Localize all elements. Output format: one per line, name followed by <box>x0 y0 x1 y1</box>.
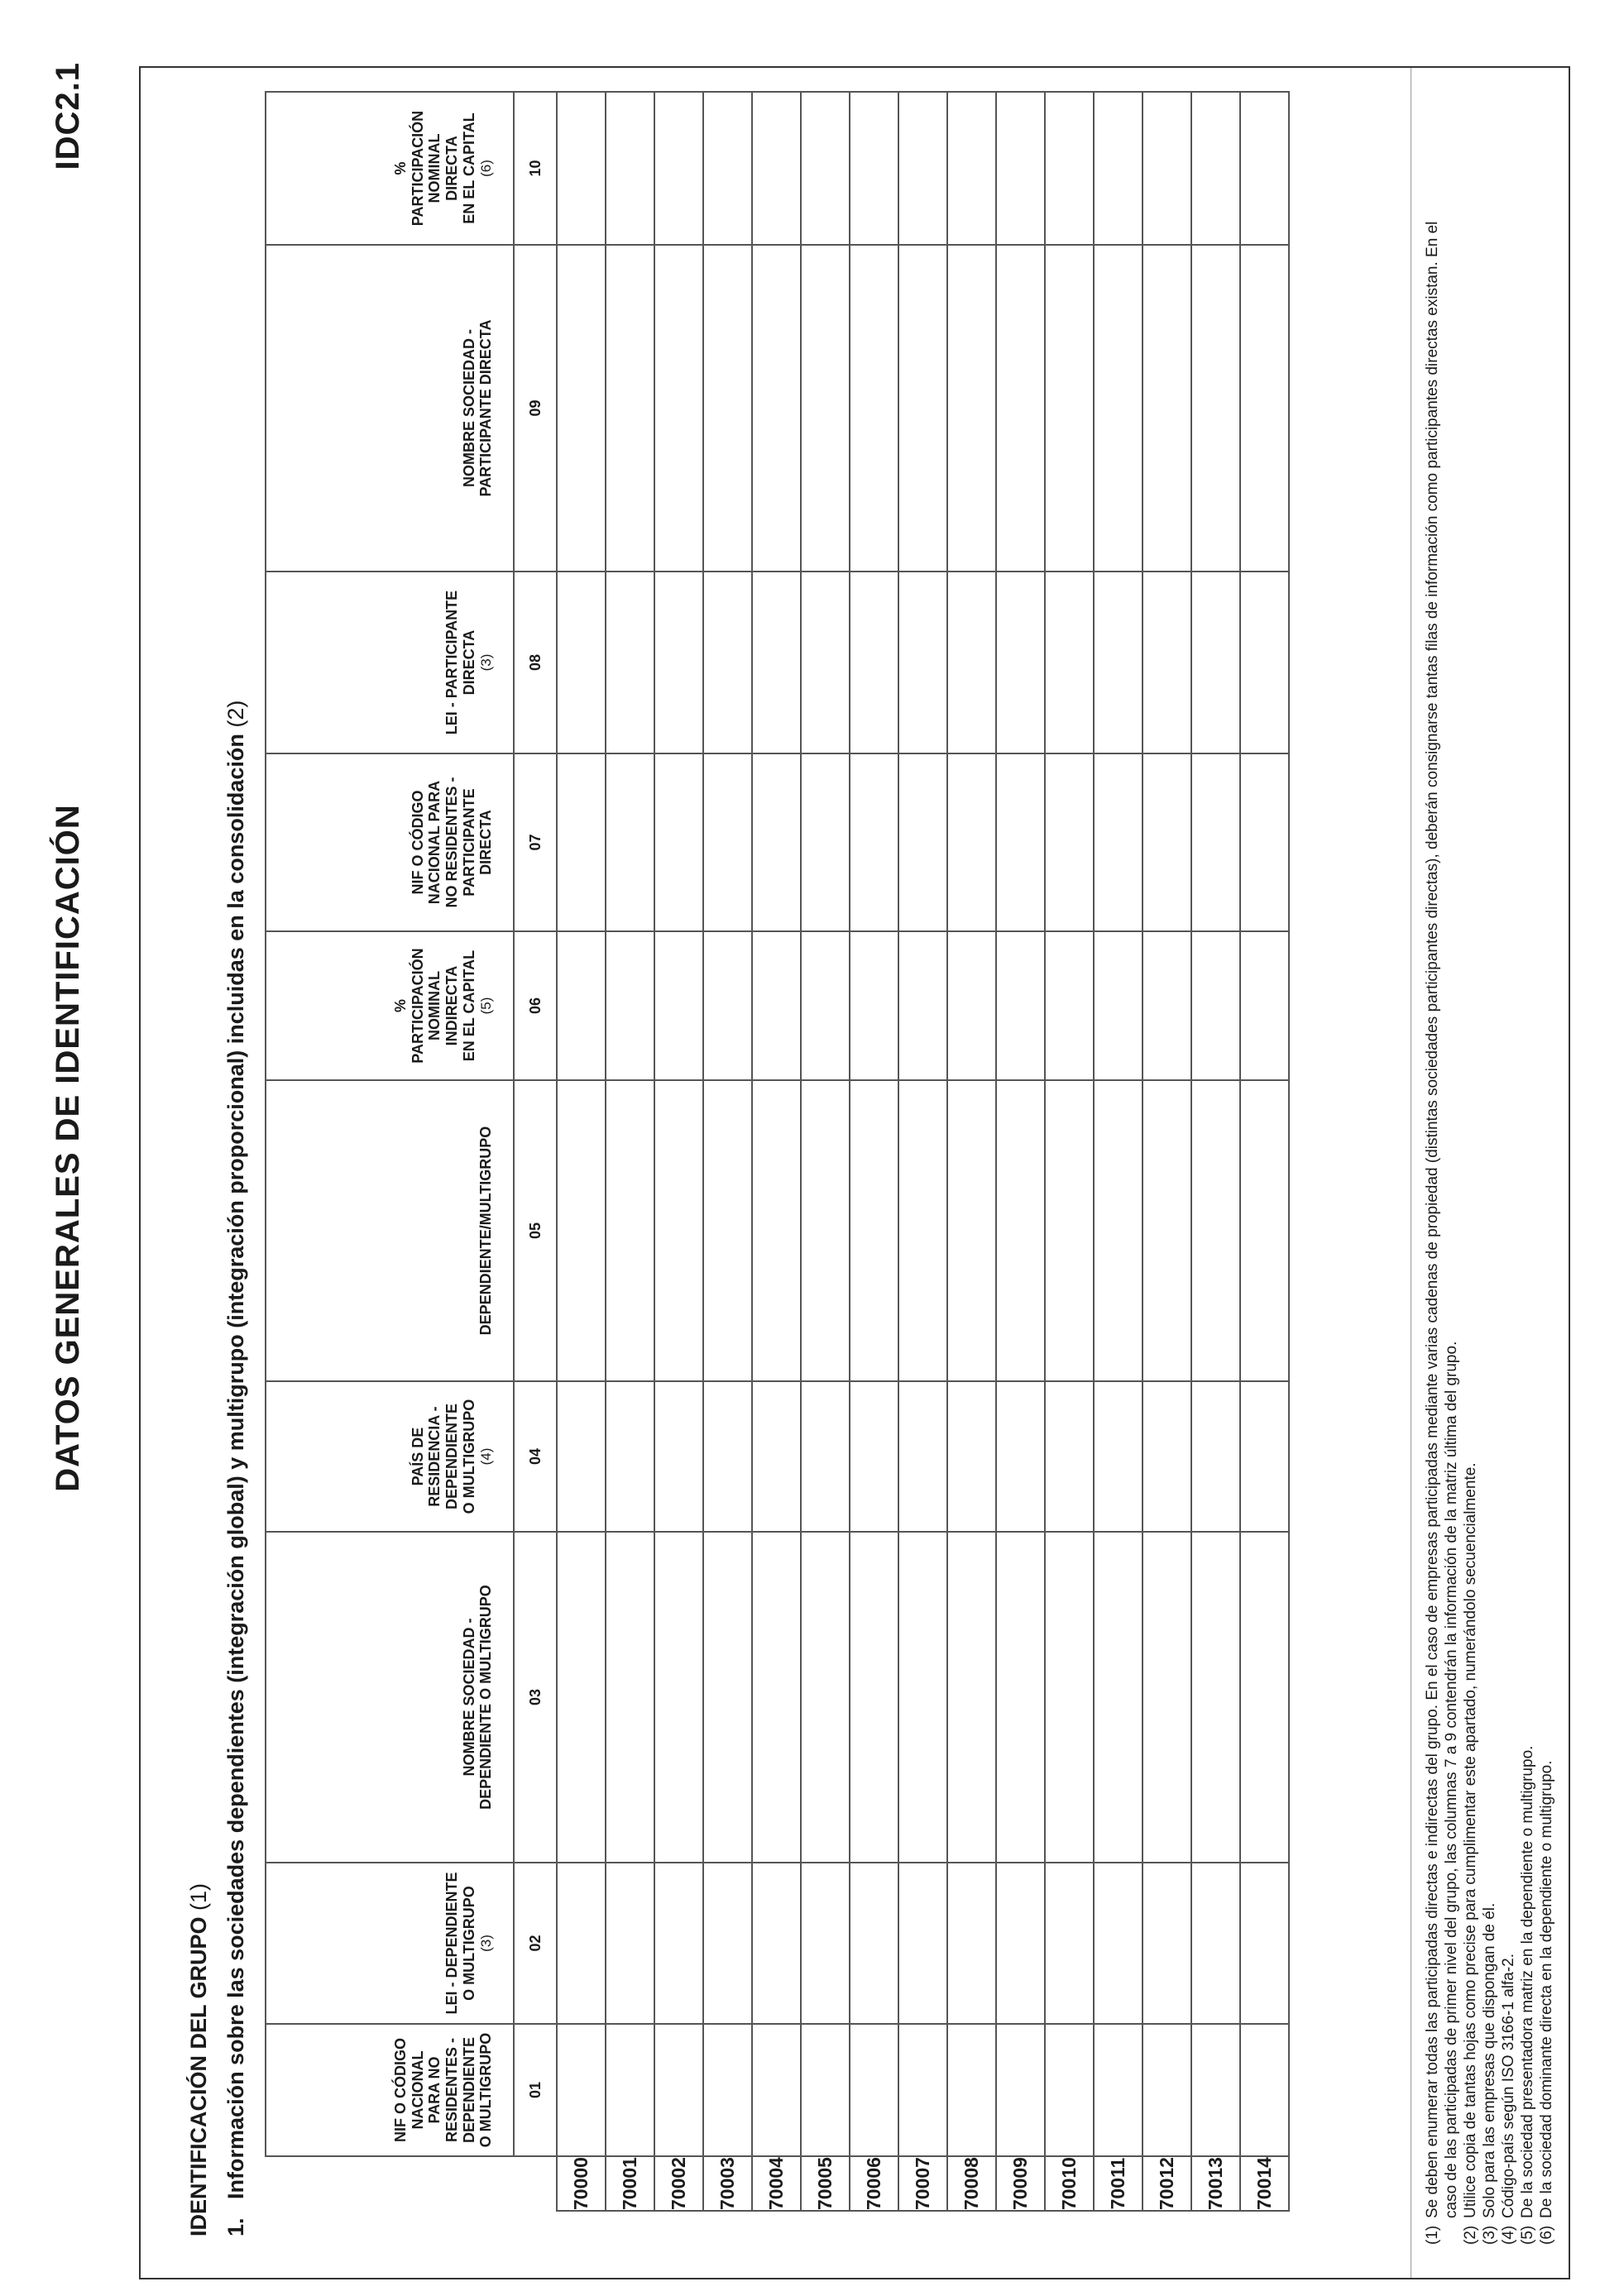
entry-cell[interactable] <box>703 1381 752 1532</box>
column-header-line: NOMINAL <box>426 133 443 203</box>
entry-cell[interactable] <box>1094 245 1143 572</box>
column-number: 05 <box>514 1080 557 1381</box>
column-header-line: NIF O CÓDIGO <box>409 790 426 895</box>
table-row <box>1045 92 1094 2211</box>
footnote-number: (2) <box>1462 2225 1479 2245</box>
footnote-line: Código-país según ISO 3166-1 alfa-2. <box>1500 1953 1517 2218</box>
entry-cell[interactable] <box>1240 1080 1289 1381</box>
entry-cell[interactable] <box>654 1080 703 1381</box>
entry-cell[interactable] <box>703 753 752 931</box>
column-header-note: (4) <box>478 1447 495 1466</box>
column-header <box>266 572 514 753</box>
entry-cell[interactable] <box>557 1080 606 1381</box>
entry-cell[interactable] <box>898 1863 947 2024</box>
entry-cell[interactable] <box>654 572 703 753</box>
column-header-line: O MULTIGRUPO <box>460 1886 477 2001</box>
entry-cell[interactable] <box>996 1532 1045 1863</box>
entry-cell[interactable] <box>1045 572 1094 753</box>
column-header <box>266 1863 514 2024</box>
column-number: 07 <box>514 753 557 931</box>
entry-cell[interactable] <box>557 245 606 572</box>
form-code: IDC2.1 <box>50 62 86 170</box>
column-header-note: (3) <box>478 653 495 672</box>
section-title <box>186 1883 212 2236</box>
entry-cell[interactable] <box>898 753 947 931</box>
column-number-row <box>514 92 557 2211</box>
footnote-line: Se deben enumerar todas las participadas directas e indirectas del grupo. En el caso de empresas participadas mediante varias cadenas de propiedad (distintas sociedades participantes directas), deberán consignarse tantas filas de información como participantes directas existan. En el <box>1424 221 1441 2218</box>
entry-cell[interactable] <box>654 1863 703 2024</box>
subsidiaries-table <box>265 91 1290 2212</box>
entry-cell[interactable] <box>1094 931 1143 1080</box>
column-header-line: PARTICIPANTE <box>460 788 477 897</box>
entry-cell[interactable] <box>654 92 703 245</box>
entry-cell[interactable] <box>1191 753 1240 931</box>
column-header-line: LEI - DEPENDIENTE <box>443 1872 460 2015</box>
entry-cell[interactable] <box>752 1381 801 1532</box>
column-header-note: (6) <box>478 160 495 177</box>
entry-cell[interactable] <box>654 2024 703 2156</box>
entry-cell[interactable] <box>898 1381 947 1532</box>
entry-cell[interactable] <box>947 2024 996 2156</box>
table-row <box>752 92 801 2211</box>
entry-cell[interactable] <box>606 572 654 753</box>
row-code: 70011 <box>1094 2156 1143 2211</box>
entry-cell[interactable] <box>752 931 801 1080</box>
entry-cell[interactable] <box>1045 753 1094 931</box>
entry-cell[interactable] <box>654 931 703 1080</box>
entry-cell[interactable] <box>996 245 1045 572</box>
footnote <box>1518 111 1537 2245</box>
table-header-row <box>266 92 514 2211</box>
entry-cell[interactable] <box>1045 92 1094 245</box>
entry-cell[interactable] <box>947 245 996 572</box>
entry-cell[interactable] <box>1191 931 1240 1080</box>
subsection-title-note: (2) <box>223 700 248 728</box>
entry-cell[interactable] <box>752 753 801 931</box>
entry-cell[interactable] <box>850 931 898 1080</box>
entry-cell[interactable] <box>1094 572 1143 753</box>
column-header-line: RESIDENTES - <box>443 2038 460 2143</box>
entry-cell[interactable] <box>1191 92 1240 245</box>
column-header-note: (3) <box>478 1935 495 1952</box>
column-header-line: INDIRECTA <box>443 965 460 1046</box>
entry-cell[interactable] <box>1094 1532 1143 1863</box>
entry-cell[interactable] <box>752 1863 801 2024</box>
entry-cell[interactable] <box>703 572 752 753</box>
entry-cell[interactable] <box>703 1863 752 2024</box>
entry-cell[interactable] <box>703 931 752 1080</box>
entry-cell[interactable] <box>654 245 703 572</box>
row-code: 70000 <box>557 2156 606 2211</box>
entry-cell[interactable] <box>1143 245 1191 572</box>
form-frame <box>139 66 1570 2279</box>
subsection-title <box>223 701 249 2236</box>
entry-cell[interactable] <box>1240 92 1289 245</box>
column-header-line: O MULTIGRUPO <box>477 2032 495 2148</box>
entry-cell[interactable] <box>801 2024 850 2156</box>
table-row <box>996 92 1045 2211</box>
entry-cell[interactable] <box>801 753 850 931</box>
footnote-number: (3) <box>1481 2225 1498 2245</box>
row-code: 70002 <box>654 2156 703 2211</box>
column-header-line: EN EL CAPITAL <box>460 112 477 224</box>
entry-cell[interactable] <box>947 931 996 1080</box>
entry-cell[interactable] <box>898 931 947 1080</box>
row-code: 70006 <box>850 2156 898 2211</box>
entry-cell[interactable] <box>752 572 801 753</box>
column-number: 04 <box>514 1381 557 1532</box>
column-header <box>266 2024 514 2156</box>
column-header-note: (5) <box>478 997 495 1015</box>
entry-cell[interactable] <box>557 572 606 753</box>
entry-cell[interactable] <box>606 2024 654 2156</box>
footnotes <box>1423 111 1556 2245</box>
row-code: 70004 <box>752 2156 801 2211</box>
entry-cell[interactable] <box>1191 2024 1240 2156</box>
entry-cell[interactable] <box>1240 245 1289 572</box>
column-header-line: NACIONAL <box>409 2050 426 2130</box>
column-header-line: % <box>391 161 409 175</box>
footnote-text <box>1480 111 1499 2218</box>
column-header-line: EN EL CAPITAL <box>460 949 477 1062</box>
column-header-line: PARTICIPANTE DIRECTA <box>477 319 495 497</box>
column-header-line: NACIONAL PARA <box>426 780 443 905</box>
entry-cell[interactable] <box>1094 2024 1143 2156</box>
entry-cell[interactable] <box>898 92 947 245</box>
entry-cell[interactable] <box>801 1532 850 1863</box>
entry-cell[interactable] <box>850 2024 898 2156</box>
entry-cell[interactable] <box>850 245 898 572</box>
footnote-number: (5) <box>1519 2225 1536 2245</box>
column-header-line: DEPENDIENTE/MULTIGRUPO <box>477 1126 495 1336</box>
footnote <box>1499 111 1518 2245</box>
entry-cell[interactable] <box>850 572 898 753</box>
row-code: 70009 <box>996 2156 1045 2211</box>
row-code: 70007 <box>898 2156 947 2211</box>
footnote-line: De la sociedad presentadora matriz en la dependiente o multigrupo. <box>1519 1745 1536 2218</box>
footnote-line: caso de las participadas de primer nivel del grupo, las columnas 7 a 9 contendrán la información de la matriz última del grupo. <box>1443 1341 1460 2218</box>
entry-cell[interactable] <box>557 1863 606 2024</box>
column-header-line: NIF O CÓDIGO <box>391 2038 409 2143</box>
row-code: 70008 <box>947 2156 996 2211</box>
column-header-line: % <box>391 999 409 1013</box>
entry-cell[interactable] <box>1240 1863 1289 2024</box>
entry-cell[interactable] <box>557 2024 606 2156</box>
entry-cell[interactable] <box>1045 245 1094 572</box>
entry-cell[interactable] <box>606 931 654 1080</box>
table-row <box>557 92 606 2211</box>
entry-cell[interactable] <box>654 753 703 931</box>
row-code: 70012 <box>1143 2156 1191 2211</box>
entry-cell[interactable] <box>898 572 947 753</box>
footnote-number: (6) <box>1538 2225 1555 2245</box>
column-header <box>266 1381 514 1532</box>
column-header-line: NOMBRE SOCIEDAD - <box>460 329 477 488</box>
entry-cell[interactable] <box>1240 572 1289 753</box>
entry-cell[interactable] <box>996 753 1045 931</box>
entry-cell[interactable] <box>947 572 996 753</box>
entry-cell[interactable] <box>1240 931 1289 1080</box>
entry-cell[interactable] <box>1094 1863 1143 2024</box>
entry-cell[interactable] <box>752 1532 801 1863</box>
entry-cell[interactable] <box>703 92 752 245</box>
subsection-number: 1. <box>223 2217 248 2236</box>
entry-cell[interactable] <box>947 1080 996 1381</box>
entry-cell[interactable] <box>996 931 1045 1080</box>
column-header-line: PARA NO <box>426 2056 443 2124</box>
row-code: 70014 <box>1240 2156 1289 2211</box>
table-row <box>654 92 703 2211</box>
footnote-text <box>1537 111 1556 2218</box>
column-number: 09 <box>514 245 557 572</box>
entry-cell[interactable] <box>850 1080 898 1381</box>
column-number: 02 <box>514 1863 557 2024</box>
footnote-number: (1) <box>1424 2225 1441 2245</box>
table-row <box>801 92 850 2211</box>
entry-cell[interactable] <box>801 931 850 1080</box>
column-header-line: PARTICIPACIÓN <box>409 948 426 1064</box>
column-header-line: DEPENDIENTE O MULTIGRUPO <box>477 1585 495 1810</box>
column-header-line: LEI - PARTICIPANTE <box>443 590 460 735</box>
footnote-text <box>1423 111 1461 2218</box>
entry-cell[interactable] <box>1045 1080 1094 1381</box>
entry-cell[interactable] <box>1094 1381 1143 1532</box>
footnote-line: Solo para las empresas que dispongan de él. <box>1481 1902 1498 2218</box>
entry-cell[interactable] <box>752 92 801 245</box>
entry-cell[interactable] <box>752 1080 801 1381</box>
footnote-line: De la sociedad dominante directa en la dependiente o multigrupo. <box>1538 1760 1555 2218</box>
entry-cell[interactable] <box>1191 1532 1240 1863</box>
entry-cell[interactable] <box>703 1080 752 1381</box>
entry-cell[interactable] <box>1094 1080 1143 1381</box>
entry-cell[interactable] <box>1191 245 1240 572</box>
entry-cell[interactable] <box>898 1080 947 1381</box>
section-title-note: (1) <box>186 1882 211 1911</box>
table-row <box>606 92 654 2211</box>
entry-cell[interactable] <box>1094 753 1143 931</box>
entry-cell[interactable] <box>1191 1080 1240 1381</box>
entry-cell[interactable] <box>703 245 752 572</box>
footnote <box>1480 111 1499 2245</box>
entry-cell[interactable] <box>606 1381 654 1532</box>
entry-cell[interactable] <box>1143 572 1191 753</box>
entry-cell[interactable] <box>1143 1532 1191 1863</box>
column-header-line: RESIDENCIA - <box>426 1406 443 1507</box>
row-code: 70001 <box>606 2156 654 2211</box>
entry-cell[interactable] <box>801 572 850 753</box>
entry-cell[interactable] <box>850 1863 898 2024</box>
entry-cell[interactable] <box>996 1381 1045 1532</box>
table-row <box>1191 92 1240 2211</box>
entry-cell[interactable] <box>557 92 606 245</box>
subsection-title-text: Información sobre las sociedades dependientes (integración global) y multigrupo (integración proporcional) incluidas en la consolidación <box>223 734 248 2199</box>
entry-cell[interactable] <box>557 753 606 931</box>
column-number: 06 <box>514 931 557 1080</box>
entry-cell[interactable] <box>996 1080 1045 1381</box>
column-header-line: NOMINAL <box>426 971 443 1041</box>
entry-cell[interactable] <box>947 753 996 931</box>
footnote-text <box>1461 111 1480 2218</box>
table-row <box>1240 92 1289 2211</box>
entry-cell[interactable] <box>801 92 850 245</box>
column-header <box>266 931 514 1080</box>
footnote-text <box>1499 111 1518 2218</box>
column-header-line: PAÍS DE <box>409 1427 426 1486</box>
entry-cell[interactable] <box>1094 92 1143 245</box>
entry-cell[interactable] <box>801 1381 850 1532</box>
entry-cell[interactable] <box>1191 1381 1240 1532</box>
entry-cell[interactable] <box>996 92 1045 245</box>
entry-cell[interactable] <box>1143 1863 1191 2024</box>
footnote-text <box>1518 111 1537 2218</box>
row-code: 70013 <box>1191 2156 1240 2211</box>
entry-cell[interactable] <box>606 1532 654 1863</box>
column-header-line: PARTICIPACIÓN <box>409 110 426 227</box>
table-row <box>703 92 752 2211</box>
column-number: 03 <box>514 1532 557 1863</box>
entry-cell[interactable] <box>703 2024 752 2156</box>
entry-cell[interactable] <box>1240 1381 1289 1532</box>
row-code: 70003 <box>703 2156 752 2211</box>
footnote-line: Utilice copia de tantas hojas como precise para cumplimentar este apartado, numerándolo secuencialmente. <box>1462 1462 1479 2218</box>
entry-cell[interactable] <box>1143 1080 1191 1381</box>
column-header-line: DEPENDIENTE <box>460 2037 477 2144</box>
entry-cell[interactable] <box>996 572 1045 753</box>
row-code: 70005 <box>801 2156 850 2211</box>
table-row <box>898 92 947 2211</box>
column-header-line: DIRECTA <box>477 810 495 875</box>
entry-cell[interactable] <box>996 2024 1045 2156</box>
entry-cell[interactable] <box>606 92 654 245</box>
column-header <box>266 245 514 572</box>
entry-cell[interactable] <box>801 1863 850 2024</box>
entry-cell[interactable] <box>801 245 850 572</box>
entry-cell[interactable] <box>654 1532 703 1863</box>
entry-cell[interactable] <box>654 1381 703 1532</box>
entry-cell[interactable] <box>947 1381 996 1532</box>
entry-cell[interactable] <box>850 753 898 931</box>
entry-cell[interactable] <box>557 931 606 1080</box>
column-header <box>266 753 514 931</box>
column-header <box>266 1532 514 1863</box>
entry-cell[interactable] <box>1143 753 1191 931</box>
entry-cell[interactable] <box>1240 753 1289 931</box>
footnote-number: (4) <box>1500 2225 1517 2245</box>
column-header-line: NO RESIDENTES - <box>443 777 460 908</box>
footnote <box>1423 111 1461 2245</box>
column-header-line: O MULTIGRUPO <box>460 1399 477 1514</box>
entry-cell[interactable] <box>898 2024 947 2156</box>
entry-cell[interactable] <box>1143 1381 1191 1532</box>
column-header-line: DEPENDIENTE <box>443 1404 460 1510</box>
column-header-line: DIRECTA <box>443 136 460 201</box>
table-row <box>1143 92 1191 2211</box>
section-title-text: IDENTIFICACIÓN DEL GRUPO <box>186 1916 211 2236</box>
entry-cell[interactable] <box>557 1381 606 1532</box>
entry-cell[interactable] <box>898 1532 947 1863</box>
column-number: 01 <box>514 2024 557 2156</box>
column-header-line: NOMBRE SOCIEDAD - <box>460 1618 477 1777</box>
entry-cell[interactable] <box>1240 2024 1289 2156</box>
entry-cell[interactable] <box>850 92 898 245</box>
column-number: 10 <box>514 92 557 245</box>
entry-cell[interactable] <box>752 245 801 572</box>
entry-cell[interactable] <box>801 1080 850 1381</box>
column-header <box>266 1080 514 1381</box>
entry-cell[interactable] <box>1143 931 1191 1080</box>
table-row <box>1094 92 1143 2211</box>
entry-cell[interactable] <box>606 245 654 572</box>
column-header-line: DIRECTA <box>460 629 477 696</box>
entry-cell[interactable] <box>1191 572 1240 753</box>
table-row <box>850 92 898 2211</box>
entry-cell[interactable] <box>947 1863 996 2024</box>
entry-cell[interactable] <box>1143 92 1191 245</box>
header-corner <box>266 2156 557 2211</box>
entry-cell[interactable] <box>703 1532 752 1863</box>
entry-cell[interactable] <box>1045 931 1094 1080</box>
entry-cell[interactable] <box>1045 1532 1094 1863</box>
entry-cell[interactable] <box>1045 1381 1094 1532</box>
footnote <box>1461 111 1480 2245</box>
entry-cell[interactable] <box>898 245 947 572</box>
entry-cell[interactable] <box>996 1863 1045 2024</box>
entry-cell[interactable] <box>557 1532 606 1863</box>
entry-cell[interactable] <box>1143 2024 1191 2156</box>
entry-cell[interactable] <box>850 1381 898 1532</box>
entry-cell[interactable] <box>606 1080 654 1381</box>
row-code: 70010 <box>1045 2156 1094 2211</box>
entry-cell[interactable] <box>850 1532 898 1863</box>
entry-cell[interactable] <box>1240 1532 1289 1863</box>
page-title: DATOS GENERALES DE IDENTIFICACIÓN <box>50 804 86 1492</box>
entry-cell[interactable] <box>947 92 996 245</box>
footnote <box>1537 111 1556 2245</box>
entry-cell[interactable] <box>1191 1863 1240 2024</box>
column-header <box>266 92 514 245</box>
entry-cell[interactable] <box>1045 2024 1094 2156</box>
table-row <box>947 92 996 2211</box>
entry-cell[interactable] <box>752 2024 801 2156</box>
entry-cell[interactable] <box>606 753 654 931</box>
entry-cell[interactable] <box>947 1532 996 1863</box>
entry-cell[interactable] <box>606 1863 654 2024</box>
entry-cell[interactable] <box>1045 1863 1094 2024</box>
column-number: 08 <box>514 572 557 753</box>
